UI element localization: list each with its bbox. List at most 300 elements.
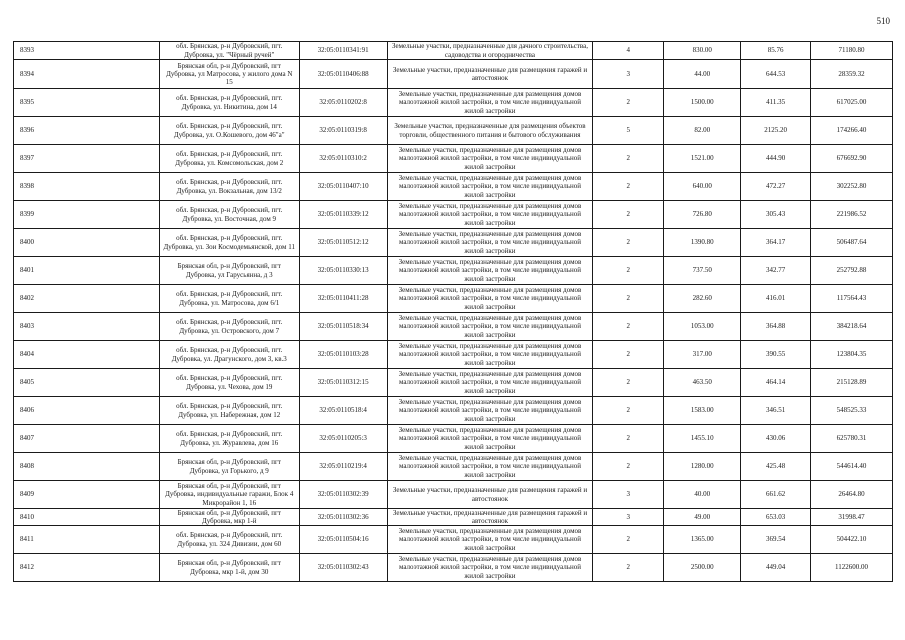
rate-value (741, 369, 811, 397)
row-number (14, 526, 160, 554)
land-use-purpose (388, 313, 594, 341)
cadastral-number-text: 32:05:0110411:28 (317, 294, 369, 303)
cadastral-number-text: 32:05:0110310:2 (319, 154, 367, 163)
table-row (14, 145, 893, 173)
row-number (14, 60, 160, 89)
land-use-purpose (388, 89, 594, 117)
total-value-text: 504422.10 (836, 535, 867, 544)
area-value-text: 1365.00 (690, 535, 714, 544)
cadastral-number-text: 32:05:0110205:3 (319, 434, 367, 443)
rate-value-text: 449.04 (766, 563, 786, 572)
row-number (14, 369, 160, 397)
category-code (593, 509, 664, 526)
category-code (593, 526, 664, 554)
category-code-text: 2 (626, 238, 631, 247)
address-cell-text: обл. Брянская, р-н Дубровский, пгт. Дубровка, ул. Драгунского, дом 3, кв.3 (171, 346, 287, 363)
category-code-text: 4 (626, 46, 631, 55)
land-use-purpose-text: Земельные участки, предназначенные для размещения домов малоэтажной жилой застройки, в том числе индивидуальной жилой застройки (398, 454, 582, 479)
category-code (593, 201, 664, 229)
row-number-text: 8409 (20, 490, 34, 499)
cadastral-number-text: 32:05:0110406:88 (317, 69, 369, 78)
total-value-text: 676692.90 (836, 154, 867, 163)
total-value-text: 26464.80 (838, 490, 865, 499)
area-value-text: 1500.00 (690, 98, 714, 107)
cadastral-number (300, 117, 388, 145)
address-cell-text: обл. Брянская, р-н Дубровский, пгт. Дубровка, ул. Чехова, дом 19 (176, 374, 283, 391)
table-row (14, 313, 893, 341)
rate-value (741, 526, 811, 554)
category-code-text: 2 (626, 98, 631, 107)
total-value (811, 509, 893, 526)
land-use-purpose-text: Земельные участки, предназначенные для размещения гаражей и автостоянок (392, 486, 588, 503)
cadastral-number (300, 526, 388, 554)
total-value (811, 397, 893, 425)
cadastral-number-text: 32:05:0110518:4 (319, 406, 367, 415)
cadastral-number (300, 285, 388, 313)
table-row (14, 42, 893, 60)
cadastral-number (300, 42, 388, 60)
area-value-text: 1280.00 (690, 462, 714, 471)
total-value-text: 221986.52 (836, 210, 867, 219)
rate-value (741, 173, 811, 201)
land-use-purpose (388, 369, 594, 397)
address-cell-text: обл. Брянская, р-н Дубровский, пгт. Дубровка, ул. Островского, дом 7 (176, 318, 283, 335)
rate-value-text: 342.77 (766, 266, 786, 275)
cadastral-number (300, 173, 388, 201)
land-use-purpose-text: Земельные участки, предназначенные для размещения домов малоэтажной жилой застройки, в том числе индивидуальной жилой застройки (398, 174, 582, 199)
total-value-text: 215128.89 (836, 378, 867, 387)
address-cell (160, 453, 300, 481)
address-cell (160, 554, 300, 582)
cadastral-number (300, 554, 388, 582)
address-cell-text: обл. Брянская, р-н Дубровский, пгт. Дубровка, ул. Вокзальная, дом 13/2 (176, 178, 283, 195)
address-cell (160, 285, 300, 313)
address-cell (160, 60, 300, 89)
row-number-text: 8410 (20, 512, 34, 521)
cadastral-number (300, 89, 388, 117)
row-number-text: 8393 (20, 46, 34, 55)
land-use-purpose (388, 481, 594, 509)
table-row (14, 173, 893, 201)
total-value (811, 60, 893, 89)
area-value-text: 463.50 (692, 378, 712, 387)
area-value (664, 257, 741, 285)
area-value (664, 369, 741, 397)
land-use-purpose-text: Земельные участки, предназначенные для размещения домов малоэтажной жилой застройки, в том числе индивидуальной жилой застройки (398, 90, 582, 115)
rate-value-text: 390.55 (766, 350, 786, 359)
rate-value (741, 554, 811, 582)
land-use-purpose (388, 145, 594, 173)
table-row (14, 117, 893, 145)
total-value-text: 28359.32 (838, 69, 865, 78)
cadastral-number (300, 425, 388, 453)
cadastral-number (300, 453, 388, 481)
category-code (593, 285, 664, 313)
total-value (811, 285, 893, 313)
category-code (593, 257, 664, 285)
land-use-purpose-text: Земельные участки, предназначенные для размещения объектов торговли, общественного питания и бытового обслуживания (394, 122, 586, 139)
row-number (14, 42, 160, 60)
address-cell-text: Брянская обл, р-н Дубровский, пгт Дубровка, мкр 1-й (177, 508, 281, 525)
category-code-text: 3 (626, 490, 631, 499)
area-value (664, 425, 741, 453)
total-value-text: 617025.00 (836, 98, 867, 107)
rate-value-text: 416.01 (766, 294, 786, 303)
cadastral-number-text: 32:05:0110341:91 (317, 46, 369, 55)
row-number (14, 341, 160, 369)
row-number-text: 8399 (20, 210, 34, 219)
area-value-text: 726.80 (692, 210, 712, 219)
category-code-text: 2 (626, 294, 631, 303)
total-value-text: 174266.40 (836, 126, 867, 135)
category-code-text: 2 (626, 210, 631, 219)
cadastral-number-text: 32:05:0110302:43 (317, 563, 369, 572)
area-value-text: 640.00 (692, 182, 712, 191)
row-number-text: 8412 (20, 563, 34, 572)
total-value (811, 313, 893, 341)
area-value (664, 201, 741, 229)
land-use-purpose (388, 173, 594, 201)
cadastral-number (300, 145, 388, 173)
address-cell (160, 341, 300, 369)
total-value (811, 341, 893, 369)
land-use-purpose (388, 425, 594, 453)
total-value (811, 145, 893, 173)
land-use-purpose (388, 60, 594, 89)
cadastral-number-text: 32:05:0110302:36 (317, 512, 369, 521)
category-code-text: 2 (626, 350, 631, 359)
area-value-text: 1455.10 (690, 434, 714, 443)
address-cell (160, 509, 300, 526)
category-code-text: 2 (626, 182, 631, 191)
category-code-text: 2 (626, 563, 631, 572)
total-value (811, 453, 893, 481)
rate-value (741, 117, 811, 145)
row-number (14, 285, 160, 313)
cadastral-number-text: 32:05:0110219:4 (319, 462, 367, 471)
land-use-purpose-text: Земельные участки, предназначенные для размещения домов малоэтажной жилой застройки, в том числе индивидуальной жилой застройки (398, 555, 582, 580)
category-code-text: 2 (626, 462, 631, 471)
page-number: 510 (876, 16, 890, 26)
rate-value-text: 430.06 (766, 434, 786, 443)
category-code-text: 2 (626, 434, 631, 443)
area-value-text: 1583.00 (690, 406, 714, 415)
total-value-text: 506487.64 (836, 238, 867, 247)
cadastral-number (300, 229, 388, 257)
row-number-text: 8405 (20, 378, 34, 387)
area-value-text: 2500.00 (690, 563, 714, 572)
row-number-text: 8400 (20, 238, 34, 247)
address-cell-text: Брянская обл, р-н Дубровский, пгт Дубровка, ул Гарусьянна, д 3 (177, 262, 281, 279)
address-cell (160, 42, 300, 60)
table-row (14, 89, 893, 117)
cadastral-number-text: 32:05:0110312:15 (317, 378, 369, 387)
row-number-text: 8402 (20, 294, 34, 303)
land-use-purpose-text: Земельные участки, предназначенные для размещения гаражей и автостоянок (392, 508, 588, 525)
rate-value-text: 85.76 (767, 46, 784, 55)
cadastral-number (300, 257, 388, 285)
cadastral-number-text: 32:05:0110339:12 (317, 210, 369, 219)
land-use-purpose (388, 554, 594, 582)
area-value-text: 737.50 (692, 266, 712, 275)
category-code-text: 2 (626, 322, 631, 331)
category-code-text: 2 (626, 378, 631, 387)
total-value-text: 384218.64 (836, 322, 867, 331)
rate-value (741, 145, 811, 173)
row-number-text: 8403 (20, 322, 34, 331)
land-use-purpose-text: Земельные участки, предназначенные для размещения домов малоэтажной жилой застройки, в том числе индивидуальной жилой застройки (398, 426, 582, 451)
total-value-text: 123804.35 (836, 350, 867, 359)
cadastral-number (300, 397, 388, 425)
row-number-text: 8401 (20, 266, 34, 275)
address-cell-text: обл. Брянская, р-н Дубровский, пгт. Дубровка, ул. Никитина, дом 14 (176, 94, 283, 111)
total-value-text: 544614.40 (836, 462, 867, 471)
category-code (593, 554, 664, 582)
category-code (593, 229, 664, 257)
cadastral-number-text: 32:05:0110407:10 (317, 182, 369, 191)
row-number-text: 8411 (20, 535, 34, 544)
rate-value-text: 464.14 (766, 378, 786, 387)
category-code (593, 89, 664, 117)
total-value (811, 425, 893, 453)
total-value (811, 257, 893, 285)
land-use-purpose (388, 229, 594, 257)
address-cell-text: обл. Брянская, р-н Дубровский, пгт. Дубровка, ул. Комсомольская, дом 2 (175, 150, 284, 167)
area-value-text: 40.00 (694, 490, 711, 499)
area-value (664, 509, 741, 526)
total-value-text: 625780.31 (836, 434, 867, 443)
area-value (664, 481, 741, 509)
rate-value (741, 42, 811, 60)
row-number (14, 313, 160, 341)
area-value (664, 60, 741, 89)
land-use-purpose (388, 509, 594, 526)
rate-value (741, 341, 811, 369)
area-value-text: 282.60 (692, 294, 712, 303)
cadastral-number-text: 32:05:0110103:28 (317, 350, 369, 359)
total-value-text: 548525.33 (836, 406, 867, 415)
table-row (14, 554, 893, 582)
rate-value-text: 364.17 (766, 238, 786, 247)
address-cell (160, 145, 300, 173)
category-code-text: 2 (626, 535, 631, 544)
cadastral-number (300, 60, 388, 89)
row-number-text: 8407 (20, 434, 34, 443)
rate-value (741, 453, 811, 481)
land-use-purpose-text: Земельные участки, предназначенные для размещения домов малоэтажной жилой застройки, в том числе индивидуальной жилой застройки (398, 398, 582, 423)
address-cell (160, 425, 300, 453)
total-value-text: 117564.43 (836, 294, 867, 303)
table-row (14, 229, 893, 257)
row-number (14, 481, 160, 509)
area-value (664, 313, 741, 341)
rate-value-text: 444.90 (766, 154, 786, 163)
table-row (14, 369, 893, 397)
rate-value (741, 229, 811, 257)
category-code (593, 397, 664, 425)
category-code (593, 369, 664, 397)
category-code-text: 3 (626, 512, 631, 521)
category-code (593, 42, 664, 60)
total-value-text: 1122600.00 (835, 563, 869, 572)
land-use-purpose-text: Земельные участки, предназначенные для размещения домов малоэтажной жилой застройки, в том числе индивидуальной жилой застройки (398, 370, 582, 395)
rate-value (741, 60, 811, 89)
rate-value-text: 346.51 (766, 406, 786, 415)
rate-value-text: 411.35 (766, 98, 786, 107)
row-number-text: 8396 (20, 126, 34, 135)
address-cell (160, 481, 300, 509)
rate-value-text: 364.88 (766, 322, 786, 331)
land-use-purpose-text: Земельные участки, предназначенные для размещения домов малоэтажной жилой застройки, в том числе индивидуальной жилой застройки (398, 146, 582, 171)
category-code-text: 2 (626, 406, 631, 415)
table-row (14, 285, 893, 313)
area-value-text: 49.00 (694, 512, 711, 521)
address-cell (160, 257, 300, 285)
address-cell-text: Брянская обл, р-н Дубровский, пгт Дубровка, ул Матросова, у жилого дома N 15 (166, 61, 293, 87)
rate-value (741, 201, 811, 229)
cadastral-number (300, 509, 388, 526)
table-row (14, 425, 893, 453)
land-use-purpose (388, 257, 594, 285)
rate-value (741, 89, 811, 117)
total-value (811, 42, 893, 60)
total-value (811, 229, 893, 257)
row-number-text: 8406 (20, 406, 34, 415)
rate-value-text: 661.62 (766, 490, 786, 499)
cadastral-number (300, 341, 388, 369)
area-value (664, 229, 741, 257)
land-use-purpose-text: Земельные участки, предназначенные для размещения домов малоэтажной жилой застройки, в том числе индивидуальной жилой застройки (398, 286, 582, 311)
cadastral-number-text: 32:05:0110319:8 (319, 126, 367, 135)
cadastral-number-text: 32:05:0110518:34 (317, 322, 369, 331)
row-number (14, 229, 160, 257)
table-row (14, 60, 893, 89)
rate-value-text: 305.43 (766, 210, 786, 219)
row-number (14, 425, 160, 453)
address-cell-text: обл. Брянская, р-н Дубровский, пгт. Дубровка, ул. Набережная, дом 12 (176, 402, 283, 419)
total-value (811, 117, 893, 145)
land-use-purpose (388, 201, 594, 229)
rate-value (741, 425, 811, 453)
address-cell-text: Брянская обл, р-н Дубровский, пгт Дубровка, ул Горького, д 9 (177, 458, 281, 475)
total-value-text: 302252.80 (836, 182, 867, 191)
area-value (664, 341, 741, 369)
cadastral-number (300, 481, 388, 509)
area-value (664, 397, 741, 425)
row-number-text: 8395 (20, 98, 34, 107)
address-cell-text: обл. Брянская, р-н Дубровский, пгт. Дубровка, ул. О.Кошевого, дом 46"а" (173, 122, 285, 139)
land-use-purpose (388, 397, 594, 425)
land-use-purpose-text: Земельные участки, предназначенные для размещения домов малоэтажной жилой застройки, в том числе индивидуальной жилой застройки (398, 342, 582, 367)
address-cell (160, 89, 300, 117)
land-use-purpose-text: Земельные участки, предназначенные для размещения домов малоэтажной жилой застройки, в том числе индивидуальной жилой застройки (398, 314, 582, 339)
land-use-purpose-text: Земельные участки, предназначенные для размещения домов малоэтажной жилой застройки, в том числе индивидуальной жилой застройки (398, 202, 582, 227)
category-code-text: 5 (626, 126, 631, 135)
rate-value (741, 285, 811, 313)
land-use-purpose (388, 117, 594, 145)
area-value (664, 554, 741, 582)
address-cell-text: обл. Брянская, р-н Дубровский, пгт. Дубровка, ул. Матросова, дом 6/1 (176, 290, 283, 307)
row-number (14, 117, 160, 145)
category-code-text: 3 (626, 69, 631, 78)
row-number-text: 8404 (20, 350, 34, 359)
area-value (664, 42, 741, 60)
cadastral-number-text: 32:05:0110202:8 (319, 98, 367, 107)
row-number-text: 8398 (20, 182, 34, 191)
area-value-text: 82.00 (694, 126, 711, 135)
land-use-purpose-text: Земельные участки, предназначенные для дачного строительства, садоводства и огородничества (391, 42, 588, 59)
total-value-text: 252792.88 (836, 266, 867, 275)
row-number (14, 554, 160, 582)
cadastral-number-text: 32:05:0110330:13 (317, 266, 369, 275)
area-value (664, 453, 741, 481)
row-number-text: 8394 (20, 69, 34, 78)
total-value (811, 369, 893, 397)
total-value (811, 201, 893, 229)
row-number (14, 453, 160, 481)
rate-value-text: 425.48 (766, 462, 786, 471)
category-code-text: 2 (626, 154, 631, 163)
row-number (14, 397, 160, 425)
area-value-text: 317.00 (692, 350, 712, 359)
cadastral-number (300, 313, 388, 341)
rate-value (741, 397, 811, 425)
category-code-text: 2 (626, 266, 631, 275)
rate-value (741, 481, 811, 509)
category-code (593, 481, 664, 509)
cadastral-number (300, 369, 388, 397)
category-code (593, 425, 664, 453)
address-cell (160, 229, 300, 257)
table-row (14, 526, 893, 554)
category-code (593, 173, 664, 201)
address-cell (160, 313, 300, 341)
cadastral-number-text: 32:05:0110512:12 (317, 238, 369, 247)
row-number (14, 509, 160, 526)
table-row (14, 453, 893, 481)
total-value (811, 89, 893, 117)
address-cell-text: Брянская обл, р-н Дубровский, пгт Дубровка, индивидуальные гаражи, Блок 4 Микрорайон 1, 16 (165, 482, 294, 507)
land-use-purpose (388, 526, 594, 554)
row-number-text: 8408 (20, 462, 34, 471)
category-code (593, 341, 664, 369)
category-code (593, 145, 664, 173)
address-cell-text: Брянская обл, р-н Дубровский, пгт Дубровка, мкр 1-й, дом 30 (177, 559, 281, 576)
category-code (593, 60, 664, 89)
land-use-purpose (388, 341, 594, 369)
table-row (14, 481, 893, 509)
total-value (811, 554, 893, 582)
rate-value-text: 644.53 (766, 69, 786, 78)
area-value-text: 1053.00 (690, 322, 714, 331)
land-use-purpose-text: Земельные участки, предназначенные для размещения гаражей и автостоянок (392, 65, 588, 82)
address-cell-text: обл. Брянская, р-н Дубровский, пгт. Дубровка, ул. Восточная, дом 9 (176, 206, 283, 223)
total-value (811, 526, 893, 554)
address-cell-text: обл. Брянская, р-н Дубровский, пгт. Дубровка, ул. Зои Космодемьянской, дом 11 (163, 234, 295, 251)
land-use-purpose-text: Земельные участки, предназначенные для размещения домов малоэтажной жилой застройки, в том числе индивидуальной жилой застройки (398, 230, 582, 255)
total-value (811, 481, 893, 509)
land-plots-table (13, 41, 893, 582)
area-value-text: 830.00 (692, 46, 712, 55)
rate-value-text: 653.03 (766, 512, 786, 521)
area-value (664, 117, 741, 145)
area-value-text: 1390.80 (690, 238, 714, 247)
row-number (14, 145, 160, 173)
rate-value (741, 509, 811, 526)
land-use-purpose-text: Земельные участки, предназначенные для размещения домов малоэтажной жилой застройки, в том числе индивидуальной жилой застройки (398, 258, 582, 283)
rate-value-text: 2125.20 (764, 126, 787, 135)
row-number (14, 89, 160, 117)
